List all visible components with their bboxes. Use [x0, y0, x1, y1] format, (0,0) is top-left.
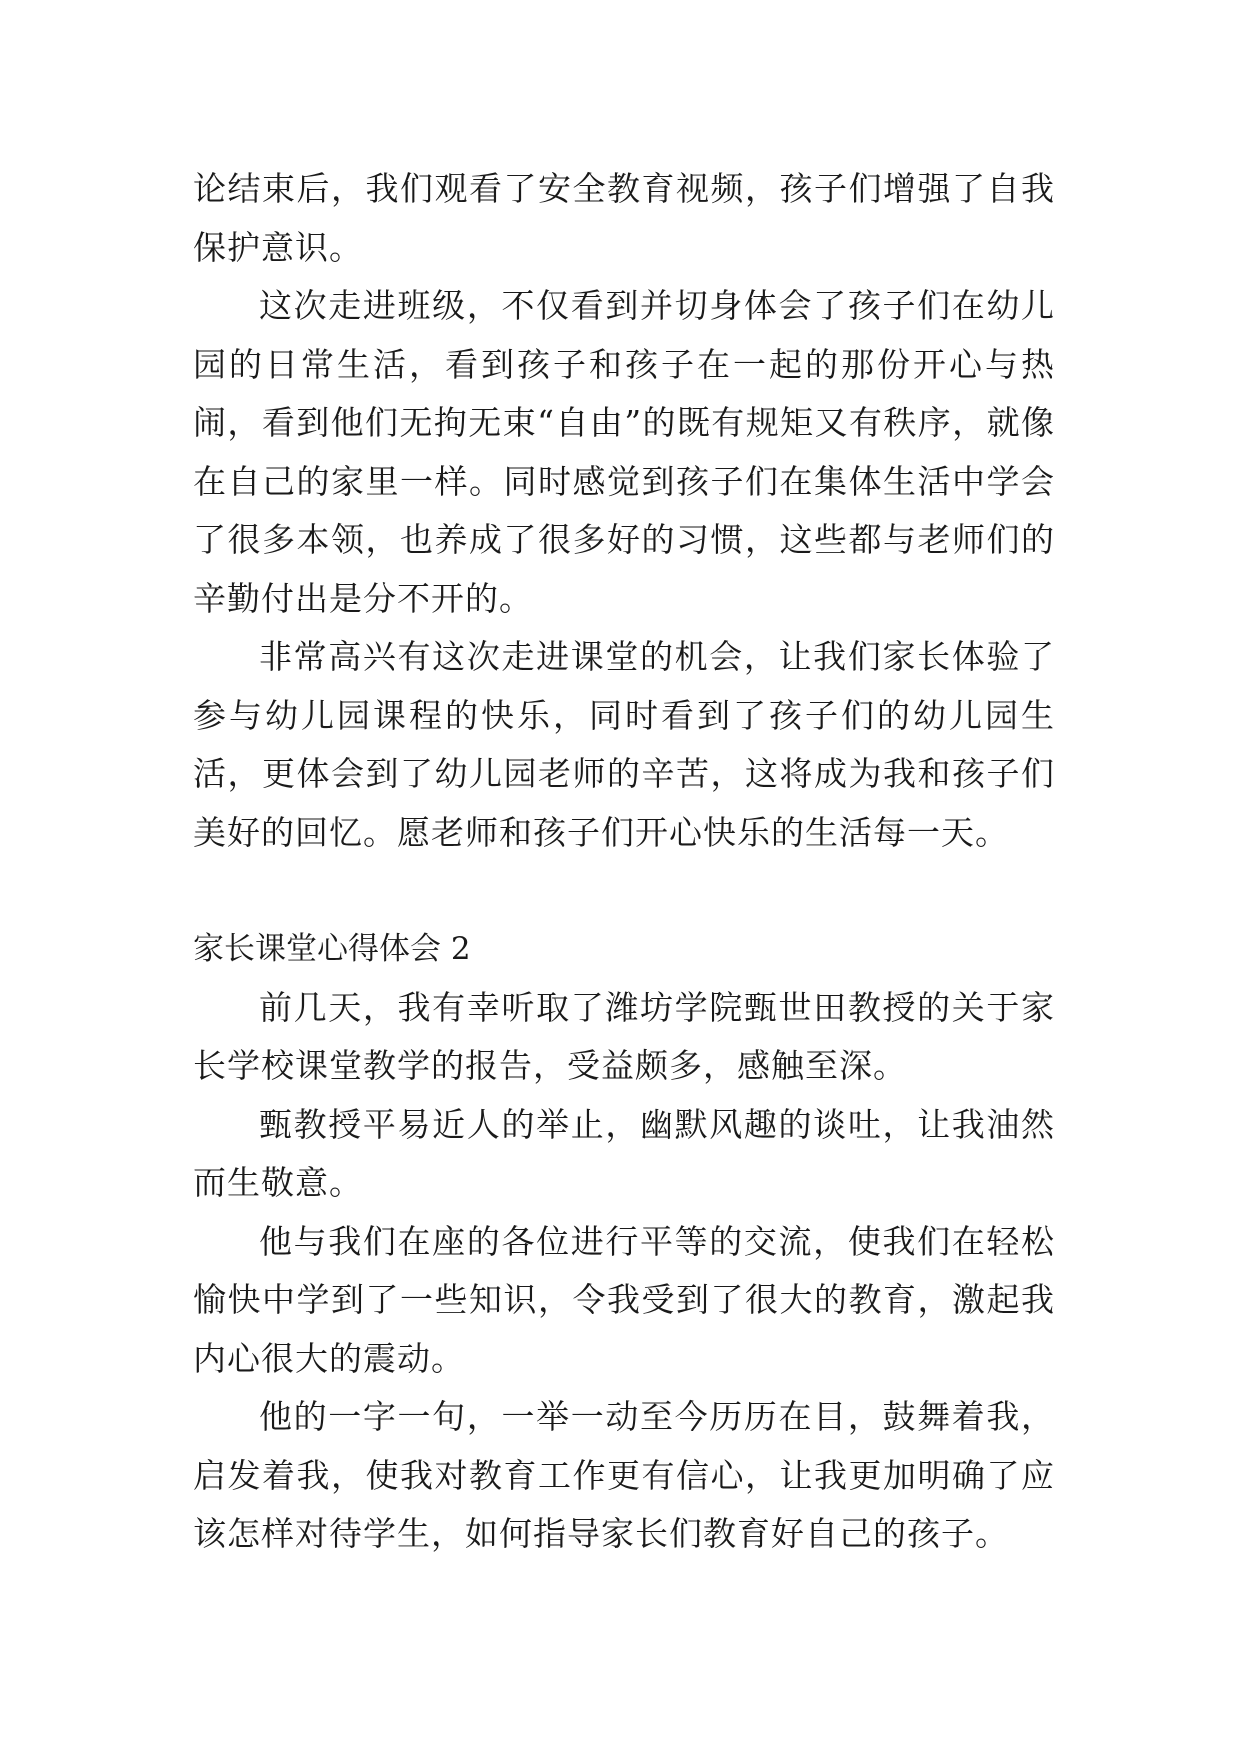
paragraph: 非常高兴有这次走进课堂的机会，让我们家长体验了参与幼儿园课程的快乐，同时看到了孩子们的幼儿园生活，更体会到了幼儿园老师的辛苦，这将成为我和孩子们美好的回忆。愿老师和孩子们开心快乐的生活每一天。 [193, 637, 1055, 852]
document-body [193, 160, 1055, 1564]
paragraph: 他的一字一句，一举一动至今历历在目，鼓舞着我，启发着我，使我对教育工作更有信心，让我更加明确了应该怎样对待学生，如何指导家长们教育好自己的孩子。 [193, 1397, 1055, 1553]
paragraph-continuation: 论结束后，我们观看了安全教育视频，孩子们增强了自我保护意识。 [193, 169, 1055, 267]
paragraph: 这次走进班级，不仅看到并切身体会了孩子们在幼儿园的日常生活，看到孩子和孩子在一起的那份开心与热闹，看到他们无拘无束“自由”的既有规矩又有秩序，就像在自己的家里一样。同时感觉到孩子们在集体生活中学会了很多本领，也养成了很多好的习惯，这些都与老师们的辛勤付出是分不开的。 [193, 286, 1055, 618]
section-title: 家长课堂心得体会 2 [193, 931, 471, 967]
paragraph: 前几天，我有幸听取了潍坊学院甄世田教授的关于家长学校课堂教学的报告，受益颇多，感触至深。 [193, 987, 1055, 1085]
paragraph: 他与我们在座的各位进行平等的交流，使我们在轻松愉快中学到了一些知识，令我受到了很大的教育，激起我内心很大的震动。 [193, 1221, 1055, 1378]
paragraph: 甄教授平易近人的举止，幽默风趣的谈吐，让我油然而生敬意。 [193, 1104, 1055, 1202]
